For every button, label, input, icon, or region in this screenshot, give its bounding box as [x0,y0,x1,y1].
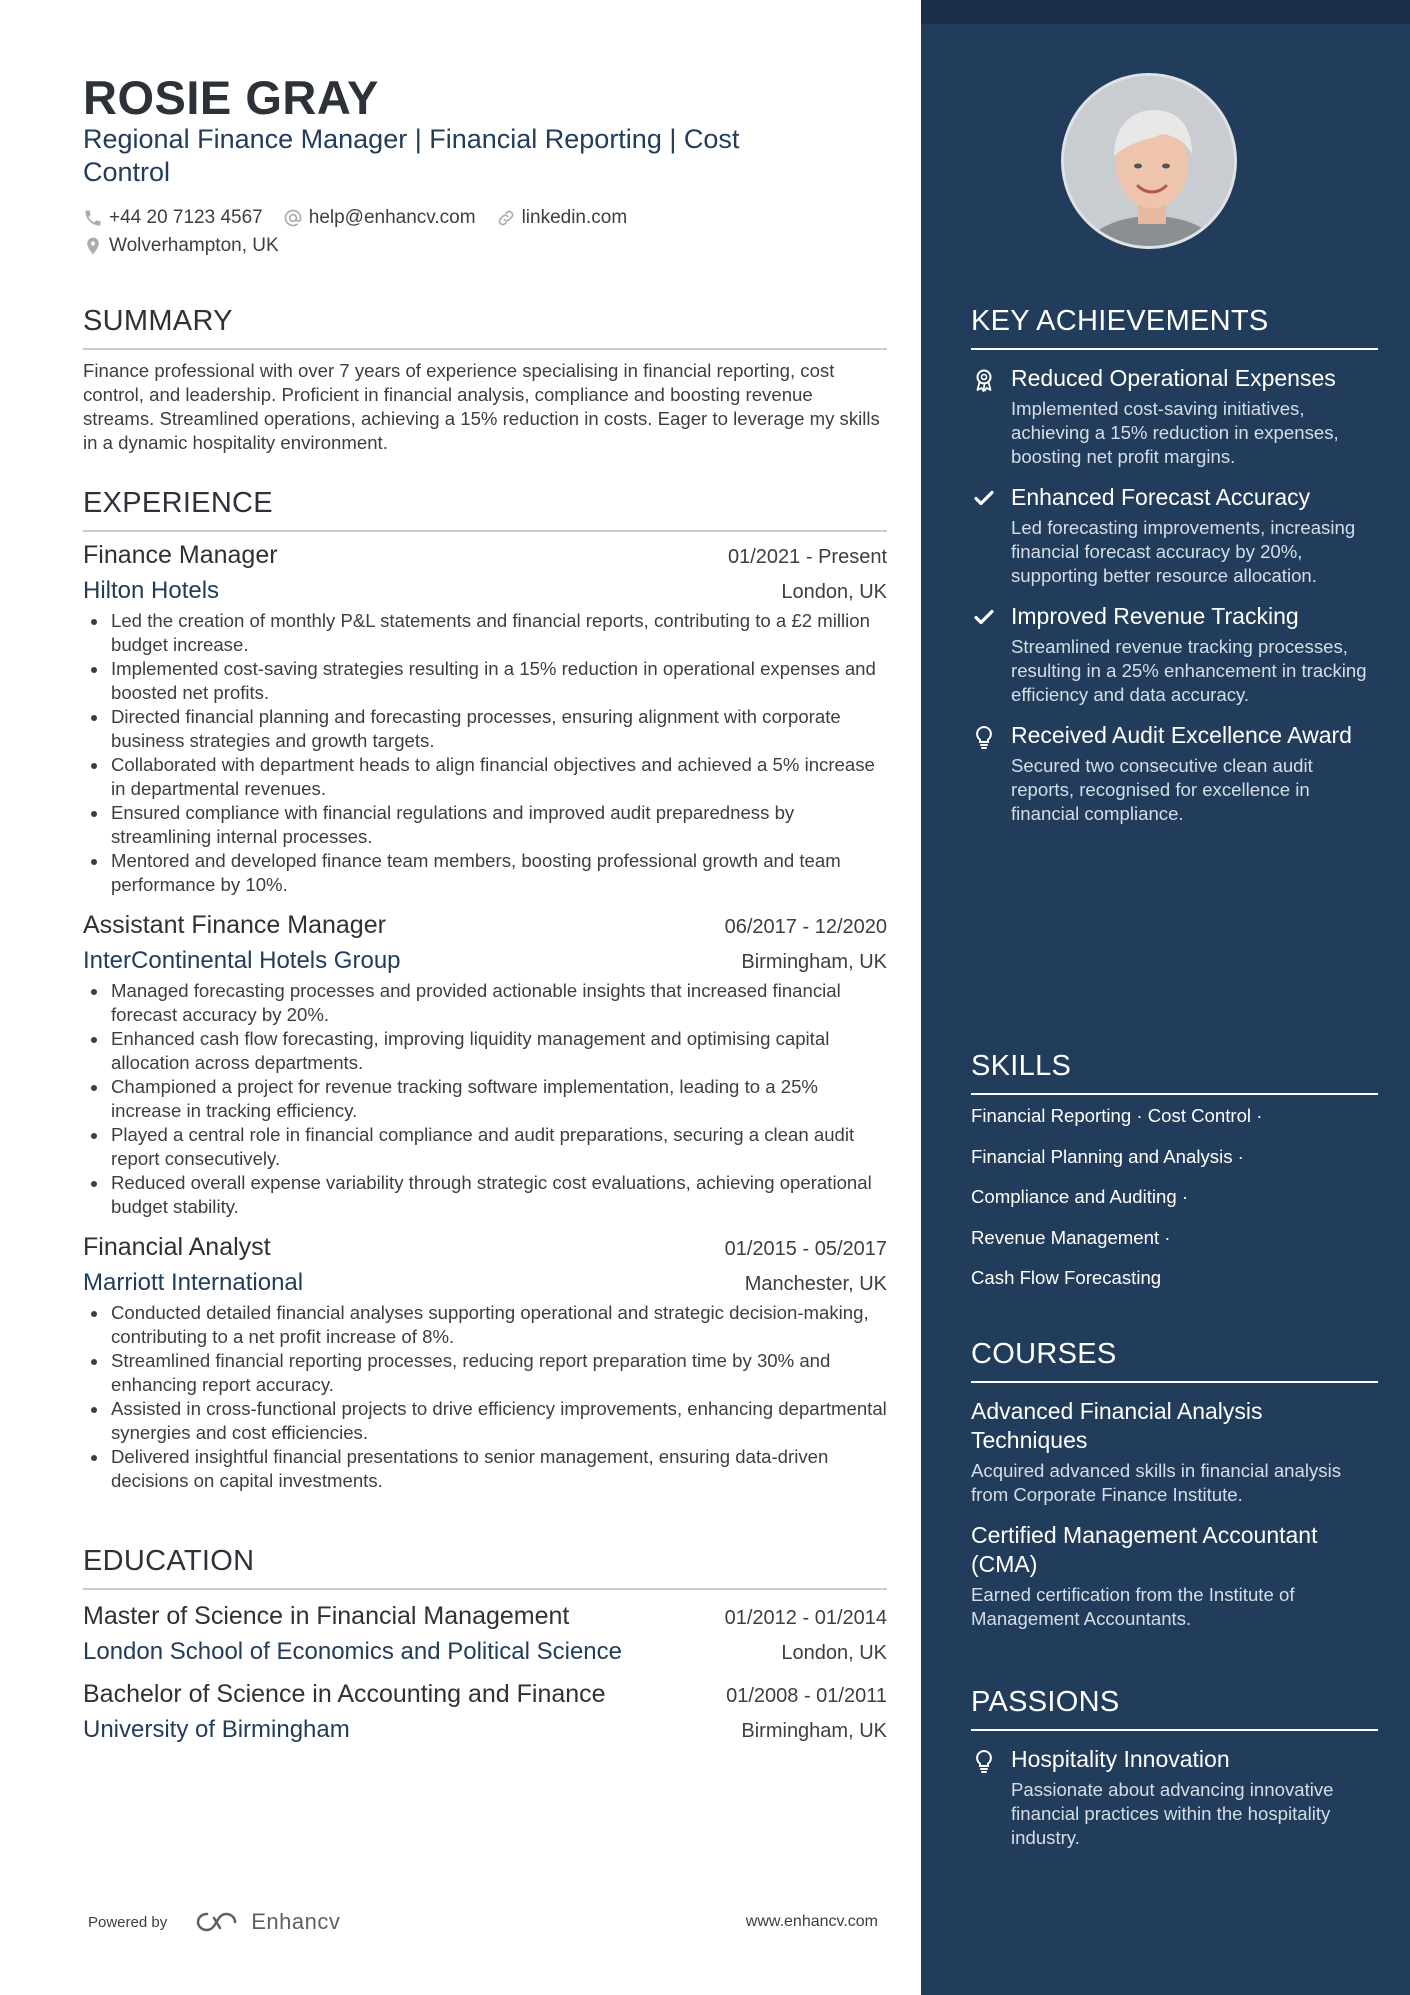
enhancv-brand: Enhancv [251,1909,341,1934]
job-company: Marriott International [83,1269,304,1296]
phone-text: +44 20 7123 4567 [109,207,263,228]
edu-degree: Bachelor of Science in Accounting and Finance [83,1680,606,1708]
courses-section [971,1338,1378,1631]
achievement-title: Received Audit Excellence Award [1011,722,1352,748]
bullet-item: Enhanced cash flow forecasting, improving liquidity management and optimising capital allocation across departments. [83,1027,887,1075]
edu-location: London, UK [781,1642,887,1664]
achievement-desc: Led forecasting improvements, increasing financial forecast accuracy by 20%, supporting better resource allocation. [1011,517,1356,586]
check-icon [973,487,995,509]
job-entry [83,911,887,1219]
achievement-item [971,483,1378,588]
skill-line: Compliance and Auditing · [971,1186,1189,1207]
edu-date: 01/2008 - 01/2011 [726,1685,887,1707]
course-desc: Earned certification from the Institute of Management Accountants. [971,1584,1295,1629]
achievement-desc: Secured two consecutive clean audit reports, recognised for excellence in financial compliance. [1011,755,1313,824]
bullet-item: Played a central role in financial compliance and audit preparations, securing a clean audit report consecutively. [83,1123,887,1171]
sidebar-topbar [921,0,1410,24]
bullet-item: Managed forecasting processes and provided actionable insights that increased financial forecast accuracy by 20%. [83,979,887,1027]
bullet-item: Implemented cost-saving strategies resulting in a 15% reduction in operational expenses and boosted net profits. [83,657,887,705]
summary-title: SUMMARY [83,305,887,350]
location-text: Wolverhampton, UK [109,235,279,256]
bullet-item: Delivered insightful financial presentations to senior management, ensuring data-driven decisions on capital investments. [83,1445,887,1493]
bullet-item: Collaborated with department heads to align financial objectives and achieved a 5% increase in departmental revenues. [83,753,887,801]
email-text: help@enhancv.com [308,207,476,228]
skills-section [971,1050,1378,1307]
passion-desc: Passionate about advancing innovative financial practices within the hospitality industry. [1011,1779,1334,1848]
education-section [83,1545,887,1744]
achievements-title: KEY ACHIEVEMENTS [971,305,1378,350]
experience-title: EXPERIENCE [83,487,887,532]
edu-location: Birmingham, UK [741,1720,887,1742]
job-title: Assistant Finance Manager [83,911,386,939]
bullet-item: Championed a project for revenue tracking software implementation, leading to a 25% increase in tracking efficiency. [83,1075,887,1123]
experience-section [83,487,887,1493]
link-icon [496,208,516,228]
course-title: Certified Management Accountant (CMA) [971,1522,1318,1577]
education-entry [83,1680,887,1744]
achievement-desc: Implemented cost-saving initiatives, achieving a 15% reduction in expenses, boosting net profit margins. [1011,398,1339,467]
bullet-item: Assisted in cross-functional projects to drive efficiency improvements, enhancing departmental synergies and cost efficiencies. [83,1397,887,1445]
skill-line: Financial Planning and Analysis · [971,1145,1244,1167]
job-company: InterContinental Hotels Group [83,947,401,974]
job-bullets [83,979,887,1219]
achievements-section [971,305,1378,826]
achievement-desc: Streamlined revenue tracking processes, resulting in a 25% enhancement in tracking efficiency and data accuracy. [1011,636,1367,705]
footer-url[interactable]: www.enhancv.com [745,1913,878,1930]
passions-section [971,1686,1378,1850]
achievement-title: Enhanced Forecast Accuracy [1011,484,1311,510]
edu-school: University of Birmingham [83,1716,350,1743]
bullet-item: Mentored and developed finance team members, boosting professional growth and team performance by 10%. [83,849,887,897]
sidebar [921,0,1410,1995]
job-date: 06/2017 - 12/2020 [724,916,887,938]
bullet-item: Streamlined financial reporting processes, reducing report preparation time by 30% and enhancing report accuracy. [83,1349,887,1397]
courses-title: COURSES [971,1338,1378,1383]
enhancv-logo[interactable] [193,1909,340,1935]
summary-text: Finance professional with over 7 years of experience specialising in financial reporting, cost control, and leadership. Proficient in financial analysis, compliance and boosting revenue streams. Streamlined operations, achieving a 15% reduction in costs. Eager to leverage my skills in a dynamic hospitality environment. [83,360,880,453]
headline: Regional Finance Manager | Financial Reporting | Cost Control [83,124,740,187]
edu-date: 01/2012 - 01/2014 [724,1607,887,1629]
job-bullets [83,1301,887,1493]
job-location: Birmingham, UK [741,951,887,973]
location-contact [83,235,279,257]
skills-list [971,1104,1378,1307]
education-title: EDUCATION [83,1545,887,1590]
link-text: linkedin.com [521,207,628,228]
job-entry [83,1233,887,1493]
job-bullets [83,609,887,897]
avatar-portrait [1064,76,1237,249]
bullet-item: Ensured compliance with financial regulations and improved audit preparedness by streamlining internal processes. [83,801,887,849]
achievement-title: Improved Revenue Tracking [1011,603,1299,629]
avatar [1061,73,1237,249]
bullet-item: Led the creation of monthly P&L statements and financial reports, contributing to a £2 million budget increase. [83,609,887,657]
job-entry [83,541,887,897]
check-icon [973,606,995,628]
job-company: Hilton Hotels [83,577,220,604]
passion-title: Hospitality Innovation [1011,1746,1230,1772]
summary-section [83,305,887,455]
skills-title: SKILLS [971,1050,1378,1095]
bullet-item: Directed financial planning and forecasting processes, ensuring alignment with corporate business strategies and growth targets. [83,705,887,753]
footer [88,1902,878,1942]
at-icon [283,208,303,228]
phone-contact[interactable] [83,207,263,229]
passions-title: PASSIONS [971,1686,1378,1731]
bullet-item: Reduced overall expense variability through strategic cost evaluations, achieving operational budget stability. [83,1171,887,1219]
course-desc: Acquired advanced skills in financial analysis from Corporate Finance Institute. [971,1460,1342,1505]
edu-degree: Master of Science in Financial Management [83,1602,570,1630]
job-title: Finance Manager [83,541,278,569]
lightbulb-icon [973,1749,995,1773]
contact-info [83,204,887,260]
course-item [971,1397,1378,1507]
candidate-name: ROSIE GRAY [83,71,379,124]
job-date: 01/2015 - 05/2017 [724,1238,887,1260]
achievement-item [971,602,1378,707]
skill-line: Financial Reporting · Cost Control · [971,1105,1263,1126]
achievement-title: Reduced Operational Expenses [1011,365,1336,391]
edu-school: London School of Economics and Political Science [83,1638,622,1665]
course-title: Advanced Financial Analysis Techniques [971,1398,1263,1453]
bullet-item: Conducted detailed financial analyses supporting operational and strategic decision-making, contributing to a net profit increase of 8%. [83,1301,887,1349]
lightbulb-icon [973,725,995,749]
achievement-item [971,721,1378,826]
achievement-item [971,364,1378,469]
job-title: Financial Analyst [83,1233,271,1261]
location-pin-icon [83,236,103,256]
job-date: 01/2021 - Present [728,546,887,568]
course-item [971,1521,1378,1631]
passion-item [971,1745,1378,1850]
skill-line: Revenue Management · [971,1226,1171,1248]
education-entry [83,1602,887,1666]
award-icon [973,368,995,392]
job-location: Manchester, UK [744,1273,887,1295]
skill-line: Cash Flow Forecasting [971,1267,1162,1288]
job-location: London, UK [781,581,887,603]
enhancv-logo-icon [193,1910,241,1934]
email-contact[interactable] [283,207,476,229]
link-contact[interactable] [496,207,628,229]
powered-by-label: Powered by [88,1913,168,1931]
phone-icon [83,208,103,228]
